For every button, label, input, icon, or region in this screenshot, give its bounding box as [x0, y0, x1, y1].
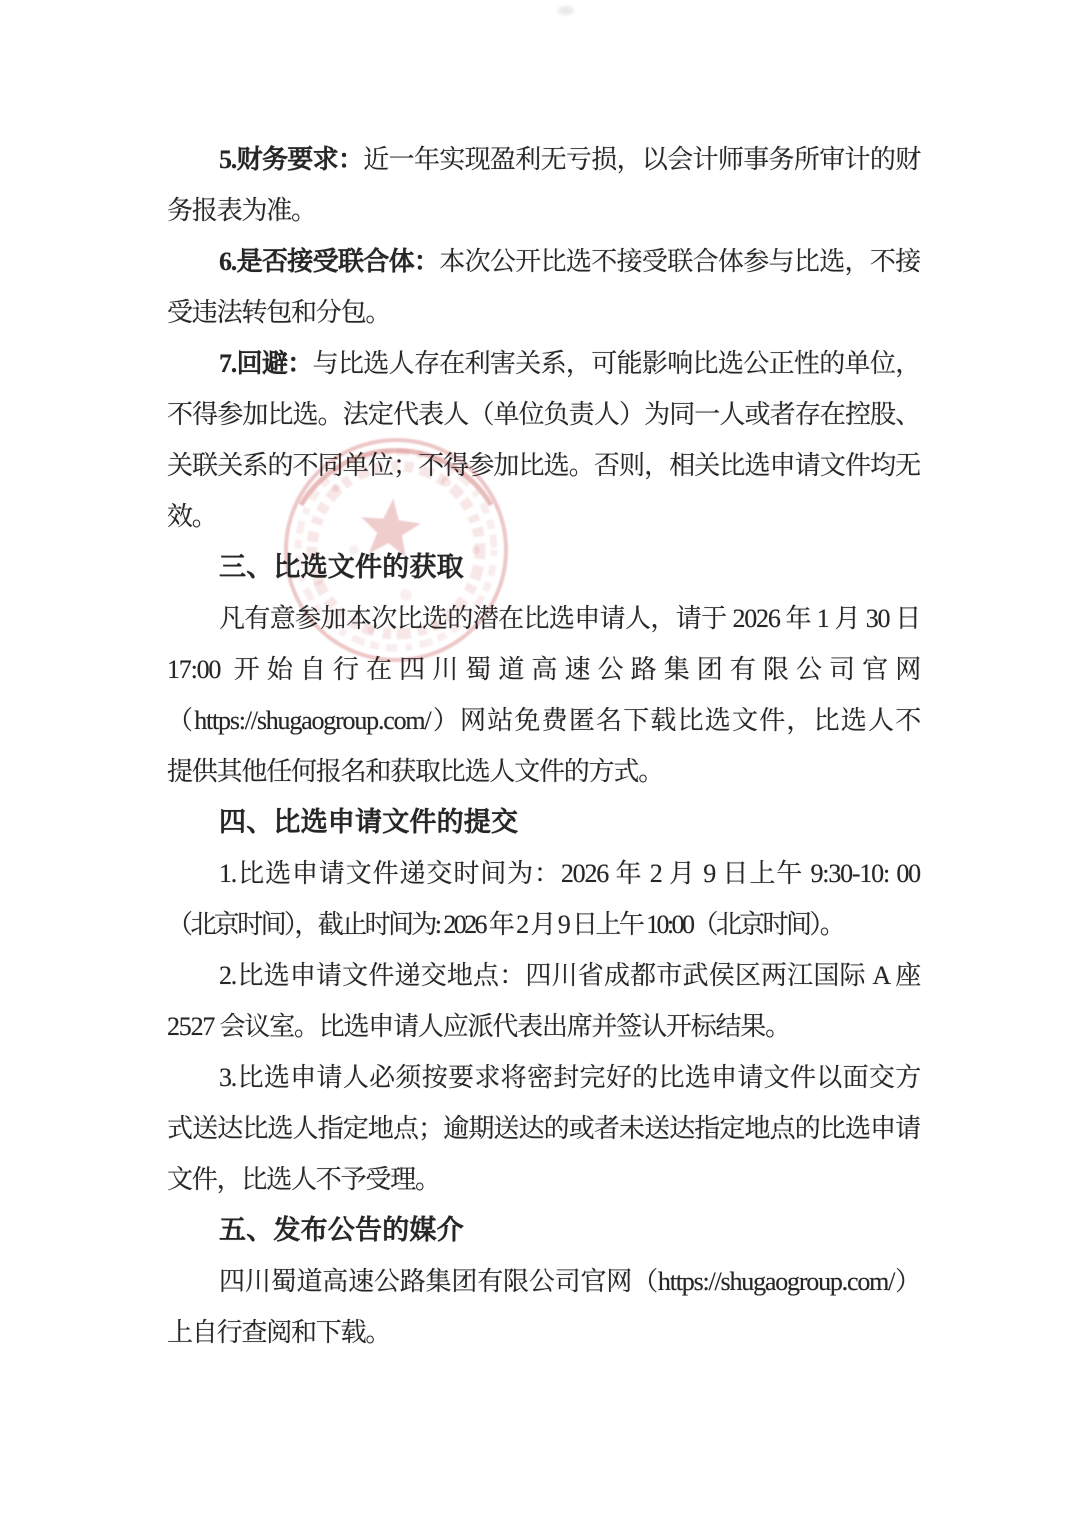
text-run: 式送达比选人指定地点；逾期送达的或者未送达指定地点的比选申请 — [167, 1114, 920, 1143]
text-run: （北京时间），截止时间为: 2026 年 2 月 9 日上午 10:00（北京时间）。 — [167, 910, 844, 939]
text-run: 1.比选申请文件递交时间为：2026 年 2 月 9 日上午 9:30-10: 00 — [219, 859, 920, 888]
section-heading — [167, 797, 920, 848]
document-line — [167, 440, 920, 491]
document-line — [167, 389, 920, 440]
document-line — [167, 899, 920, 950]
text-run: （https://shugaogroup.com/）网站免费匿名下载比选文件，比选人不 — [167, 706, 920, 735]
document-line — [167, 491, 920, 542]
text-run: 近一年实现盈利无亏损，以会计师事务所审计的财 — [363, 145, 920, 174]
document-line — [167, 746, 920, 797]
document-line — [167, 950, 920, 1001]
document-line — [167, 644, 920, 695]
document-line — [167, 593, 920, 644]
document-line — [167, 1052, 920, 1103]
document-line — [167, 848, 920, 899]
text-run: 7.回避： — [219, 349, 313, 378]
text-run: 四、比选申请文件的提交 — [219, 807, 519, 837]
text-run: 受违法转包和分包。 — [167, 298, 391, 327]
text-run: 6.是否接受联合体： — [219, 247, 440, 276]
text-run: 关联关系的不同单位；不得参加比选。否则，相关比选申请文件均无 — [167, 451, 920, 480]
document-line — [167, 1103, 920, 1154]
text-run: 2527 会议室。比选申请人应派代表出席并签认开标结果。 — [167, 1012, 790, 1041]
section-heading — [167, 542, 920, 593]
document-line — [167, 236, 920, 287]
text-run: 效。 — [167, 502, 217, 531]
text-run: 提供其他任何报名和获取比选人文件的方式。 — [167, 757, 664, 786]
scan-smudge — [558, 6, 574, 15]
document-line — [167, 287, 920, 338]
document-line — [167, 338, 920, 389]
text-run: 不得参加比选。法定代表人（单位负责人）为同一人或者存在控股、 — [167, 400, 920, 429]
document-line — [167, 185, 920, 236]
document-content — [167, 134, 920, 1358]
text-run: 3.比选申请人必须按要求将密封完好的比选申请文件以面交方 — [219, 1063, 920, 1092]
text-run: 五、发布公告的媒介 — [219, 1215, 464, 1245]
text-run: 5.财务要求： — [219, 145, 364, 174]
text-run: 上自行查阅和下载。 — [167, 1318, 391, 1347]
text-run: 本次公开比选不接受联合体参与比选，不接 — [439, 247, 920, 276]
text-run: 与比选人存在利害关系，可能影响比选公正性的单位， — [312, 349, 920, 378]
text-run: 2.比选申请文件递交地点：四川省成都市武侯区两江国际 A 座 — [219, 961, 920, 990]
text-run: 四川蜀道高速公路集团有限公司官网（https://shugaogroup.com/） — [219, 1267, 920, 1296]
text-run: 务报表为准。 — [167, 196, 316, 225]
document-line — [167, 1001, 920, 1052]
text-run: 17:00 开始自行在四川蜀道高速公路集团有限公司官网 — [167, 655, 920, 684]
document-line — [167, 1307, 920, 1358]
section-heading — [167, 1205, 920, 1256]
text-run: 文件，比选人不予受理。 — [167, 1165, 440, 1194]
text-run: 凡有意参加本次比选的潜在比选申请人，请于 2026 年 1 月 30 日 — [219, 604, 920, 633]
document-line — [167, 1256, 920, 1307]
document-line — [167, 695, 920, 746]
text-run: 三、比选文件的获取 — [219, 552, 464, 582]
document-line — [167, 134, 920, 185]
document-line — [167, 1154, 920, 1205]
